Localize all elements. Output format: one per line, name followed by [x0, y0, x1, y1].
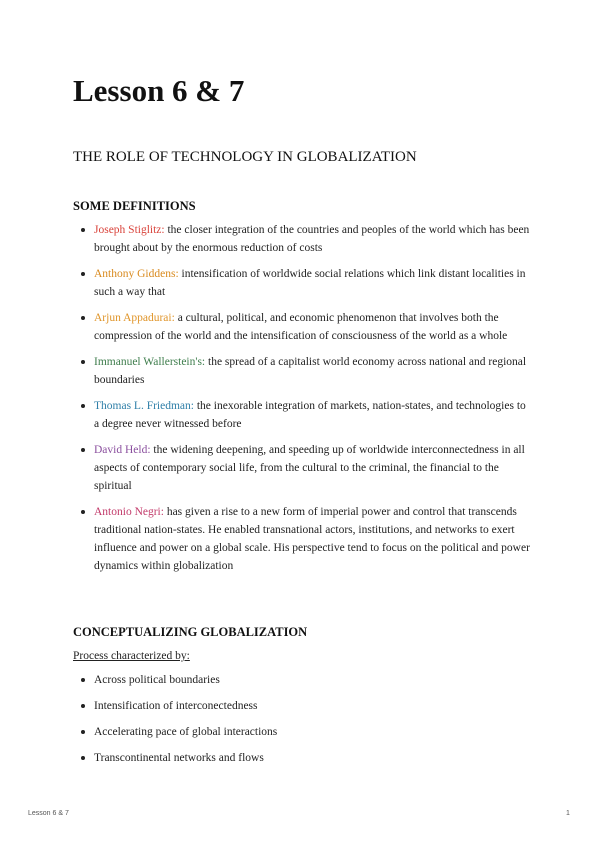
definition-name: Arjun Appadurai: — [94, 312, 175, 324]
process-item: Accelerating pace of global interactions — [73, 723, 533, 741]
page-subtitle: THE ROLE OF TECHNOLOGY IN GLOBALIZATION — [73, 149, 417, 165]
definition-text: intensification of worldwide social relations which link distant localities in such a way that — [94, 268, 526, 298]
definition-name: Anthony Giddens: — [94, 268, 179, 280]
definition-name: Antonio Negri: — [94, 506, 164, 518]
definition-text: has given a rise to a new form of imperial power and control that transcends traditional nation-states. He enabled transnational actors, institutions, and networks to exert influence and power on a global scale. His perspective tend to focus on the political and power dynamics within globalization — [94, 506, 530, 572]
definition-text: the inexorable integration of markets, nation-states, and technologies to a degree never witnessed before — [94, 400, 526, 430]
definition-text: the spread of a capitalist world economy across national and regional boundaries — [94, 356, 527, 386]
definition-item — [73, 353, 533, 389]
definition-text: the closer integration of the countries and peoples of the world which has been brought about by the enormous reduction of costs — [94, 224, 530, 254]
conceptualizing-heading: CONCEPTUALIZING GLOBALIZATION — [73, 625, 308, 639]
process-item: Across political boundaries — [73, 671, 533, 689]
definition-name: Joseph Stiglitz: — [94, 224, 165, 236]
page-title: Lesson 6 & 7 — [73, 73, 245, 108]
process-label: Process characterized by: — [73, 650, 190, 662]
definitions-heading: SOME DEFINITIONS — [73, 199, 196, 213]
footer-title: Lesson 6 & 7 — [28, 810, 69, 817]
definition-text: the widening deepening, and speeding up of worldwide interconnectedness in all aspects of contemporary social life, from the cultural to the criminal, the financial to the spiritual — [94, 444, 525, 492]
definition-item — [73, 309, 533, 345]
process-item: Transcontinental networks and flows — [73, 749, 533, 767]
definition-name: Thomas L. Friedman: — [94, 400, 194, 412]
definition-item — [73, 221, 533, 257]
process-list — [73, 671, 533, 775]
definition-item — [73, 397, 533, 433]
definition-item — [73, 503, 533, 575]
definition-item — [73, 265, 533, 301]
definitions-list — [73, 221, 533, 583]
definition-item — [73, 441, 533, 495]
definition-text: a cultural, political, and economic phenomenon that involves both the compression of the world and the intensification of consciousness of the world as a whole — [94, 312, 508, 342]
definition-name: Immanuel Wallerstein's: — [94, 356, 206, 368]
process-item: Intensification of interconectedness — [73, 697, 533, 715]
definition-name: David Held: — [94, 444, 151, 456]
page-number: 1 — [566, 810, 570, 817]
